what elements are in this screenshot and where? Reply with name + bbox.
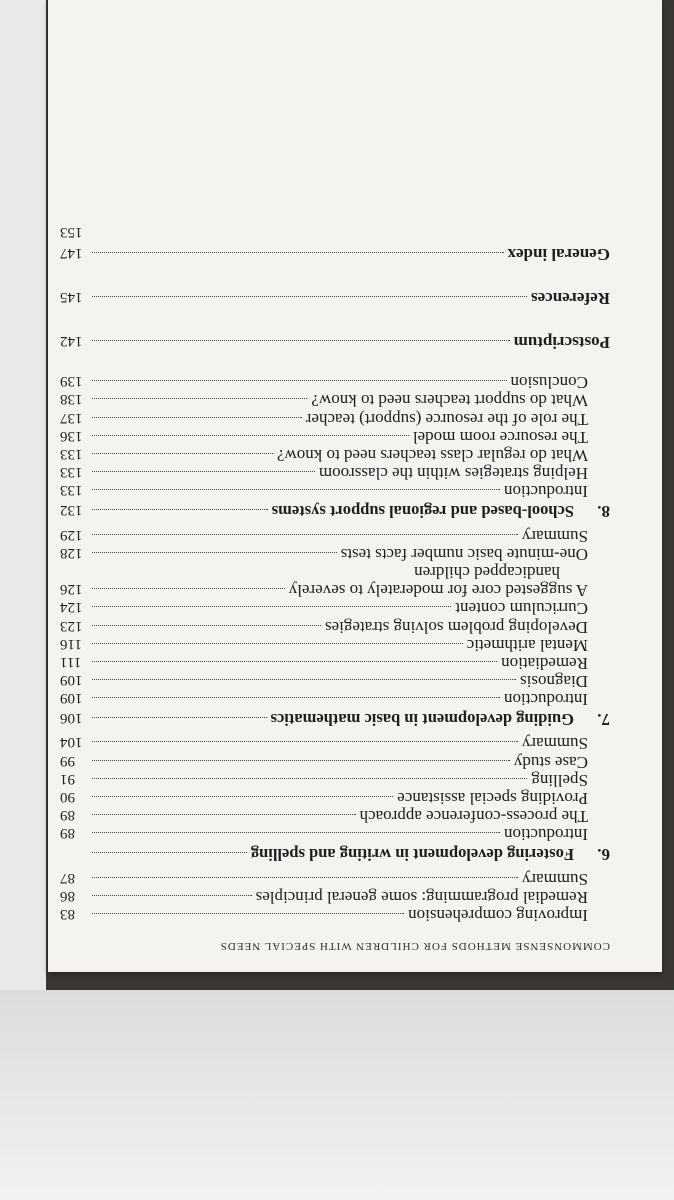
toc-entry [60,391,610,409]
toc-entry-title: Remediation [501,653,588,673]
toc-page-number: 124 [60,599,83,616]
toc-page-number: 123 [60,617,83,634]
toc-entries [60,223,610,924]
toc-entry-title: The process-conference approach [359,807,588,827]
table-of-contents [60,224,610,952]
toc-entry [60,482,610,500]
toc-entry-title: Conclusion [510,373,588,393]
dot-leader [92,778,527,779]
toc-entry [60,500,610,520]
toc-entry [60,906,610,924]
toc-entry-title: Mental arithmetic [466,635,588,655]
toc-entry [60,464,610,482]
toc-entry-title: Fostering development in writing and spelling [250,845,574,865]
toc-page-number: 126 [60,581,83,598]
toc-entry [60,636,610,654]
toc-entry-title: Spelling [531,770,588,790]
toc-entry-title: Diagnosis [520,672,588,692]
toc-entry-title: General index [507,245,610,265]
toc-entry-title: The role of the resource (support) teacher [305,409,588,429]
toc-entry-title: Case study [513,752,588,772]
toc-entry-title: Helping strategies within the classroom [318,464,588,484]
toc-entry-title: Developing problem solving strategies [325,617,588,637]
toc-entry-title: Introduction [503,825,588,845]
dot-leader [92,471,315,472]
toc-entry-title: Guiding development in basic mathematics [270,710,574,730]
toc-entry [60,526,610,544]
toc-page-number: 142 [60,333,83,350]
toc-entry [60,869,610,887]
dot-leader [92,913,404,914]
toc-entry [60,843,610,863]
toc-entry-title: Summary [521,734,588,754]
toc-entry [60,888,610,906]
dot-leader [92,814,356,815]
dot-leader [92,380,507,381]
dot-leader [92,796,393,797]
toc-entry [60,690,610,708]
dot-leader [92,399,307,400]
toc-entry [60,708,610,728]
dot-leader [92,625,321,626]
dot-leader [92,340,510,341]
chapter-number: 8. [597,502,610,522]
toc-page-number: 133 [60,482,83,499]
toc-page-number: 139 [60,373,83,390]
toc-page-number: 104 [60,734,83,751]
toc-entry-title: Improving comprehension [408,906,588,925]
toc-entry-title: Providing special assistance [397,789,588,809]
dot-leader [92,832,500,833]
toc-entry [60,373,610,391]
dot-leader [92,877,518,878]
dot-leader [92,417,302,418]
toc-page-number: 153 [60,224,83,241]
toc-page-number: 111 [60,653,82,670]
toc-entry-title: Remedial programming: some general principles [255,887,588,907]
dot-leader [92,679,516,680]
toc-entry [60,223,610,241]
toc-entry [60,599,610,617]
dot-leader [92,489,500,490]
toc-entry-title: Summary [521,526,588,546]
toc-page-number: 133 [60,446,83,463]
dot-leader [92,643,463,644]
toc-page-number: 129 [60,526,83,543]
toc-page-number: 145 [60,289,83,306]
dot-leader [92,588,285,589]
toc-page-number: 109 [60,672,83,689]
toc-page-number: 87 [60,869,75,886]
toc-entry [60,789,610,807]
toc-entry [60,581,610,599]
toc-page-number: 136 [60,427,83,444]
toc-entry-title: School-based and regional support systems [271,502,574,522]
toc-page-number: 138 [60,391,83,408]
toc-entry [60,563,610,581]
toc-entry [60,545,610,563]
toc-entry-title: One-minute basic number facts tests [340,544,588,564]
toc-entry [60,807,610,825]
toc-page-number: 109 [60,690,83,707]
toc-entry [60,410,610,428]
toc-page-number: 116 [60,635,82,652]
toc-entry [60,753,610,771]
toc-entry-title: Curriculum content [455,599,588,619]
toc-entry [60,329,610,351]
toc-entry-title: Summary [521,869,588,889]
toc-entry [60,617,610,635]
dot-leader [92,435,409,436]
toc-entry-title: Postscriptum [513,333,610,353]
dot-leader [92,697,500,698]
toc-page-number: 83 [60,906,75,922]
chapter-number: 7. [597,710,610,730]
chapter-number: 6. [597,845,610,865]
toc-page-number: 91 [60,770,75,787]
toc-entry [60,734,610,752]
toc-entry [60,446,610,464]
toc-page-number: 128 [60,544,83,561]
dot-leader [92,852,247,853]
toc-page-number: 133 [60,464,83,481]
toc-entry [60,241,610,263]
dot-leader [92,534,518,535]
toc-entry-title: Introduction [503,482,588,502]
toc-entry [60,672,610,690]
toc-entry-title: Introduction [503,690,588,710]
toc-entry [60,428,610,446]
toc-page-number: 90 [60,789,75,806]
dot-leader [92,606,451,607]
table-surface [0,990,674,1200]
dot-leader [92,717,267,718]
dot-leader [92,453,273,454]
toc-entry-title: The resource room model [412,427,588,447]
toc-page-number: 89 [60,807,75,824]
toc-page-number: 89 [60,825,75,842]
toc-page-number: 86 [60,887,75,904]
dot-leader [92,661,497,662]
toc-page-number: 99 [60,752,75,769]
dot-leader [92,742,518,743]
dot-leader [92,252,504,253]
toc-entry [60,825,610,843]
running-head: COMMONSENSE METHODS FOR CHILDREN WITH SPECIAL NEEDS [219,940,610,952]
toc-entry [60,654,610,672]
toc-entry-title: A suggested core for moderately to severely [288,581,588,601]
dot-leader [92,509,268,510]
toc-page-number: 106 [60,710,83,727]
toc-entry-title: What do support teachers need to know? [311,391,588,411]
toc-page-number: 147 [60,245,83,262]
dot-leader [92,760,510,761]
toc-entry-title: References [531,289,610,309]
toc-entry [60,771,610,789]
toc-entry-title: handicapped children [414,563,560,582]
toc-entry-title: What do regular class teachers need to know? [276,446,588,466]
toc-page-number: 137 [60,409,83,426]
dot-leader [92,552,337,553]
toc-page-number: 132 [60,502,83,519]
dot-leader [92,296,527,297]
toc-entry [60,285,610,307]
dot-leader [92,895,252,896]
